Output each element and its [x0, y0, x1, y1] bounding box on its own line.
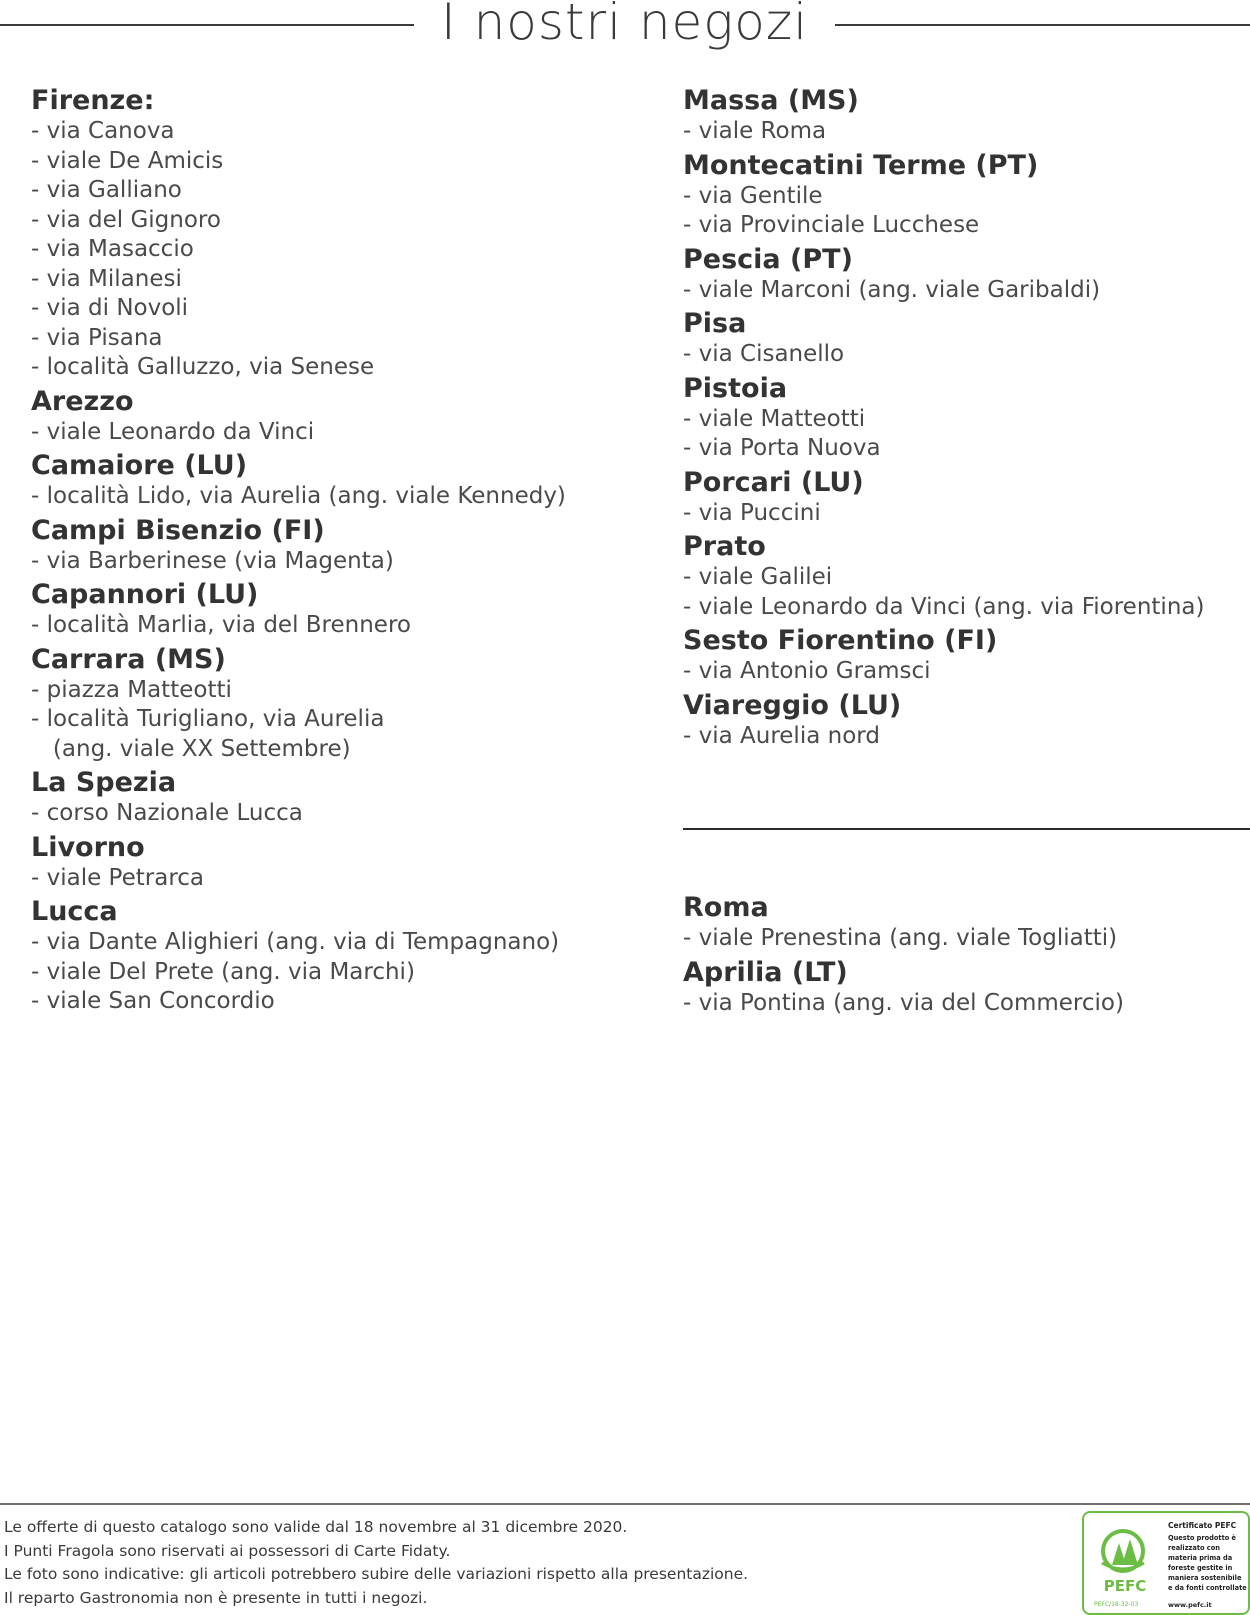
- city-heading: Montecatini Terme (PT): [683, 149, 1039, 181]
- city-heading: Massa (MS): [683, 85, 859, 116]
- store-address: - viale Petrarca: [31, 864, 205, 891]
- store-address: - via Canova: [31, 118, 175, 144]
- city-heading: Arezzo: [31, 385, 134, 417]
- store-address: - corso Nazionale Lucca: [31, 800, 303, 826]
- page-title: I nostri negozi: [440, 0, 809, 51]
- city-heading: Viareggio (LU): [683, 689, 902, 721]
- pefc-certificate: [1082, 1511, 1250, 1615]
- store-address: - località Galluzzo, via Senese: [31, 354, 375, 380]
- store-address: - via Gentile: [683, 182, 823, 209]
- header: [0, 0, 1250, 50]
- store-address: - via Milanesi: [31, 265, 182, 292]
- store-address: - viale Prenestina (ang. viale Togliatti): [683, 925, 1118, 951]
- footer-note: Le offerte di questo catalogo sono valide dal 18 novembre al 31 dicembre 2020.: [4, 1518, 628, 1536]
- store-address: - via Dante Alighieri (ang. via di Tempagnano): [31, 929, 560, 955]
- pefc-logo-icon: [1092, 1523, 1158, 1609]
- store-address: - via Porta Nuova: [683, 435, 881, 461]
- store-address: - viale Marconi (ang. viale Garibaldi): [683, 276, 1101, 303]
- store-address: - via Cisanello: [683, 341, 845, 367]
- city-heading: Roma: [683, 892, 769, 923]
- city-heading: Pisa: [683, 308, 747, 339]
- city-heading: Pescia (PT): [683, 243, 853, 275]
- footer-note: Il reparto Gastronomia non è presente in tutti i negozi.: [4, 1588, 428, 1607]
- store-address: - via del Gignoro: [31, 206, 221, 233]
- store-list-left: [31, 82, 566, 1017]
- store-address: - via Pontina (ang. via del Commercio): [683, 989, 1124, 1016]
- pefc-code: PEFC/18-32-03: [1094, 1601, 1139, 1608]
- footer-notes: [4, 1516, 1064, 1610]
- store-address: - via Provinciale Lucchese: [683, 212, 980, 238]
- city-heading: Firenze:: [31, 85, 155, 116]
- store-list-rome: [683, 889, 1124, 1018]
- cert-title: Certificato PEFC: [1168, 1521, 1237, 1530]
- store-address: - località Turigliano, via Aurelia: [31, 706, 385, 732]
- footer-rule: [0, 1503, 1250, 1505]
- city-heading: Livorno: [31, 831, 145, 863]
- store-address: - piazza Matteotti: [31, 676, 232, 703]
- store-address: - viale Leonardo da Vinci: [31, 418, 315, 445]
- city-heading: Campi Bisenzio (FI): [31, 514, 325, 546]
- store-address: - viale Matteotti: [683, 405, 866, 432]
- store-address: - viale Leonardo da Vinci (ang. via Fiorentina): [683, 593, 1205, 620]
- store-address: (ang. viale XX Settembre): [31, 735, 351, 762]
- city-heading: Capannori (LU): [31, 579, 259, 610]
- store-address: - via Aurelia nord: [683, 722, 880, 749]
- store-address: - via Pisana: [31, 324, 163, 351]
- store-address: - località Marlia, via del Brennero: [31, 612, 411, 638]
- store-address: - viale Galilei: [683, 564, 833, 590]
- section-divider: [683, 828, 1250, 830]
- city-heading: Aprilia (LT): [683, 956, 848, 988]
- store-address: - via Galliano: [31, 177, 182, 203]
- store-address: - viale Roma: [683, 118, 827, 144]
- store-address: - via Antonio Gramsci: [683, 658, 931, 684]
- store-address: - via Masaccio: [31, 236, 194, 262]
- store-address: - via Puccini: [683, 499, 821, 526]
- city-heading: La Spezia: [31, 767, 177, 798]
- city-heading: Camaiore (LU): [31, 450, 248, 481]
- store-address: - viale San Concordio: [31, 988, 275, 1014]
- city-heading: Sesto Fiorentino (FI): [683, 625, 998, 656]
- city-heading: Lucca: [31, 896, 118, 927]
- cert-url: www.pefc.it: [1168, 1601, 1212, 1609]
- city-heading: Porcari (LU): [683, 466, 864, 498]
- city-heading: Pistoia: [683, 372, 788, 404]
- footer-note: I Punti Fragola sono riservati ai possessori di Carte Fidaty.: [4, 1541, 451, 1560]
- store-address: - viale Del Prete (ang. via Marchi): [31, 958, 415, 985]
- footer-note: Le foto sono indicative: gli articoli potrebbero subire delle variazioni rispetto alla presentazione.: [4, 1565, 749, 1583]
- store-address: - viale De Amicis: [31, 147, 224, 174]
- store-address: - via Barberinese (via Magenta): [31, 547, 394, 574]
- store-address: - località Lido, via Aurelia (ang. viale Kennedy): [31, 483, 566, 509]
- title-rule-left: [0, 24, 414, 26]
- title-rule-right: [835, 24, 1250, 26]
- city-heading: Carrara (MS): [31, 643, 226, 675]
- pefc-logo-text: PEFC: [1103, 1577, 1147, 1595]
- store-list-right: [683, 82, 1204, 751]
- store-address: - via di Novoli: [31, 295, 189, 321]
- cert-text: Questo prodotto è realizzato con materia prima da foreste gestite in maniera sostenibile e da fonti controllate: [1168, 1534, 1247, 1592]
- city-heading: Prato: [683, 531, 766, 562]
